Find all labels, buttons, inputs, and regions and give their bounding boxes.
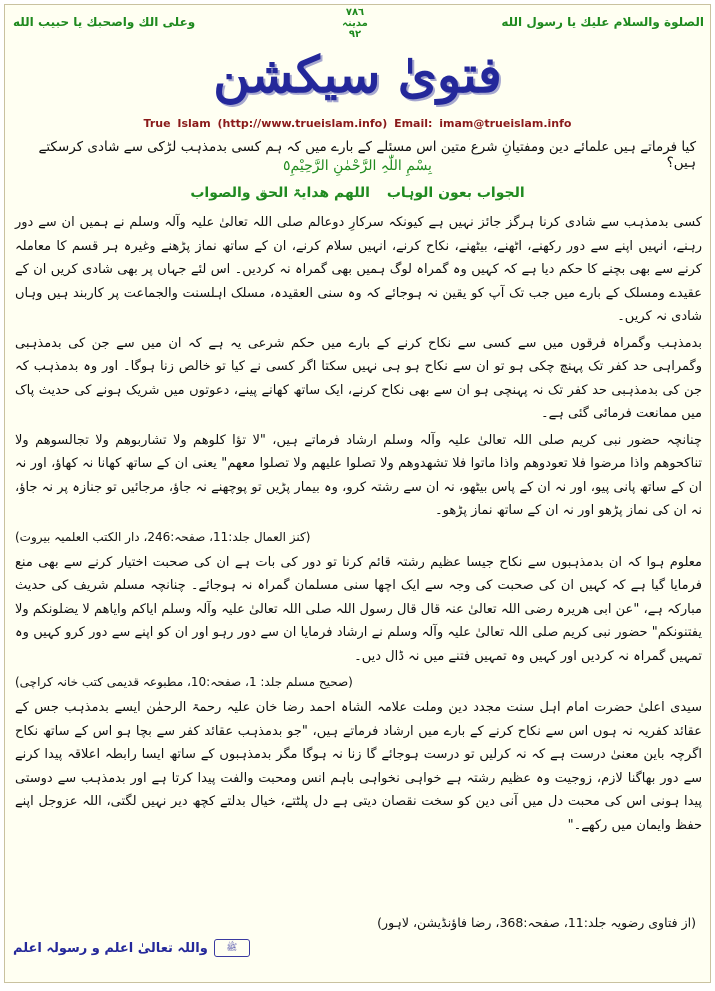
answer-paragraph: سیدی اعلیٰ حضرت امام اہل سنت مجدد دین وملت علامہ الشاہ احمد رضا خان علیہ رحمۃ الرحمٰن ایسے بدمذہب جس کے عقائد کفریہ نہ ہوں اس سے نکاح کرنے کے بارے میں ارشاد فرماتے ہیں، "جو بدمذہب عقائد کفر سے بچا ہو اس کے ساتھ نکاح اگرچہ باین معنیٰ درست ہے کہ نہ کرلیں تو درست ہوجائے گا زنا نہ ہوگا مگر بدمذہبوں کے ساتھ ایسا رابطہ اعلاقہ پیدا کرنے سے دور بھاگنا لازم، زوجیت وہ عظیم رشتہ ہے خواہی نخواہی باہم انس ومحبت والفت پیدا کرتا ہے اور بدمذہب سے دوستی پیدا ہونی اس کی محبت دل میں آنی دین کو سخت نقصان دیتی ہے دل پلٹتے، خیال بدلتے کچھ دیر نہیں لگتی، اللہ عزوجل اپنے حفظ وایمان میں رکھے۔" — [15, 700, 702, 833]
bismillah: بِسْمِ اللّٰہِ الرَّحْمٰنِ الرَّحِیْمِ٥ — [283, 158, 432, 174]
ref-word: مدینہ — [342, 18, 368, 29]
reference-citation: (صحیح مسلم جلد: 1، صفحہ:10، مطبوعہ قدیمی کتب خانہ کراچی) — [15, 675, 353, 689]
answer-paragraph: بدمذہب وگمراہ فرقوں میں سے کسی سے نکاح کرنے کے بارے میں حکم شرعی یہ ہے کہ ان میں سے جن کی بدمذہبی وگمراہی حد کفر تک پہنچ چکی ہو تو ان سے نکاح ہو ہی نہیں سکتا اگر کسی نے کیا تو خالص زنا ہوگا۔ اور وہ بدمذہب کہ جن کی بدمذہبی حد کفر تک نہ پہنچی ہو ان سے بھی نکاح کرنے، ایک ساتھ کھانے پینے، دعوتوں میں شریک ہونے کی حدیث پاک میں ممانعت فرمائی گئی ہے۔ — [15, 335, 702, 421]
answer-paragraph: چنانچہ حضور نبی کریم صلی اللہ تعالیٰ علیہ وآلہ وسلم ارشاد فرماتے ہیں، "لا تؤا کلوھم ولا تشاربوھم ولا تجالسوھم ولا تناکحوھم واذا مرضوا فلا تعودوھم واذا ماتوا فلا تشھدوھم ولا تصلوا علیھم ولا تصلوا معھم" یعنی ان کے ساتھ کھانا نہ کھاؤ، اور نہ ان کے ساتھ پانی پیو، اور نہ ان کے پاس بیٹھو، نہ ان سے رشتہ کرو، وہ بیمار پڑیں تو پوچھنے نہ جاؤ، مرجائیں تو جنازہ پر نہ جاؤ، نہ ان کی نماز پڑھو اور نہ ان کے ساتھ نماز پڑھو۔ — [15, 432, 702, 518]
reference-citation: (کنز العمال جلد:11، صفحہ:246، دار الکتب العلمیہ بیروت) — [15, 529, 311, 544]
ref-number-2: ٩٢ — [348, 29, 362, 40]
closing-formula — [13, 939, 250, 957]
answer-paragraph: معلوم ہوا کہ ان بدمذہبوں سے نکاح جیسا عظیم رشتہ قائم کرنا تو دور کی بات ہے ان کی صحبت اختیار کرنے سے بھی منع فرمایا گیا ہے کہ کہیں ان کی صحبت کی وجہ سے ایک اچھا سنی مسلمان گمراہ نہ ہوجائے۔ چنانچہ مسلم شریف کی حدیث مبارکہ ہے، "عن ابی ھریرہ رضی اللہ تعالیٰ عنہ قال قال رسول اللہ صلی اللہ تعالیٰ علیہ وآلہ وسلم ایاکم وایاھم لا یضلونکم ولا یفتنونکم" حضور نبی کریم صلی اللہ تعالیٰ علیہ وآلہ وسلم نے ارشاد فرمایا ان سے دور رہو اور ان کو اپنے سے دور کرو کہیں وہ تمہیں گمراہ نہ کردیں اور کہیں وہ تمہیں فتنے میں نہ ڈال دیں۔ — [15, 554, 702, 664]
answer-body — [15, 211, 702, 840]
reference-number-block — [325, 7, 385, 40]
answer-heading-part2: اللھم ھدایۃ الحق والصواب — [190, 185, 370, 201]
fatwa-page — [4, 4, 711, 983]
ref-number: ٧٨٦ — [345, 7, 365, 18]
closing-text: واللہ تعالیٰ اعلم و رسولہ اعلم — [13, 940, 208, 956]
site-info-line: True Islam (http://www.trueislam.info) Email: imam@trueislam.info — [143, 117, 572, 130]
seal-icon: ﷺ — [214, 939, 250, 957]
salutation-left: وعلى الك واصحبك يا حبيب الله — [13, 15, 196, 29]
answer-heading — [5, 185, 710, 201]
header-bar — [5, 7, 710, 40]
page-title: فتویٰ سیکشن — [213, 45, 502, 104]
reference-citation-final: (از فتاوی رضویہ جلد:11، صفحہ:368، رضا فاؤنڈیشن، لاہور) — [377, 915, 696, 930]
answer-heading-part1: الجواب بعون الوہاب — [386, 185, 525, 201]
question-text: کیا فرماتے ہیں علمائے دین ومفتیانِ شرع متین اس مسئلے کے بارے میں کہ ہم کسی بدمذہب لڑکی سے شادی کرسکتے ہیں؟ — [38, 139, 696, 171]
salutation-right: الصلوة والسلام عليك يا رسول الله — [501, 15, 704, 29]
answer-paragraph: کسی بدمذہب سے شادی کرنا ہرگز جائز نہیں ہے کیونکہ سرکارِ دوعالم صلی اللہ تعالیٰ علیہ وآلہ وسلم نے ہمیں ان سے دور رہنے، انہیں اپنے سے دور رکھنے، اٹھنے، بیٹھنے، نکاح کرنے، انہیں سلام کرنے، ان کے ساتھ نماز پڑھنے وغیرہ ہر قسم کا معاملہ کرنے سے بھی بچنے کا حکم دیا ہے کہ کہیں وہ گمراہ لوگ ہمیں بھی گمراہ نہ کردیں۔ اس لئے جہاں پر بھی شادی کریں ان کے عقیدے ومسلک کے بارے میں جب تک آپ کو یقین نہ ہوجائے کہ وہ سنی العقیدہ، مسلک اہلسنت والجماعت پر کاربند ہیں وہاں شادی نہ کریں۔ — [15, 215, 702, 324]
